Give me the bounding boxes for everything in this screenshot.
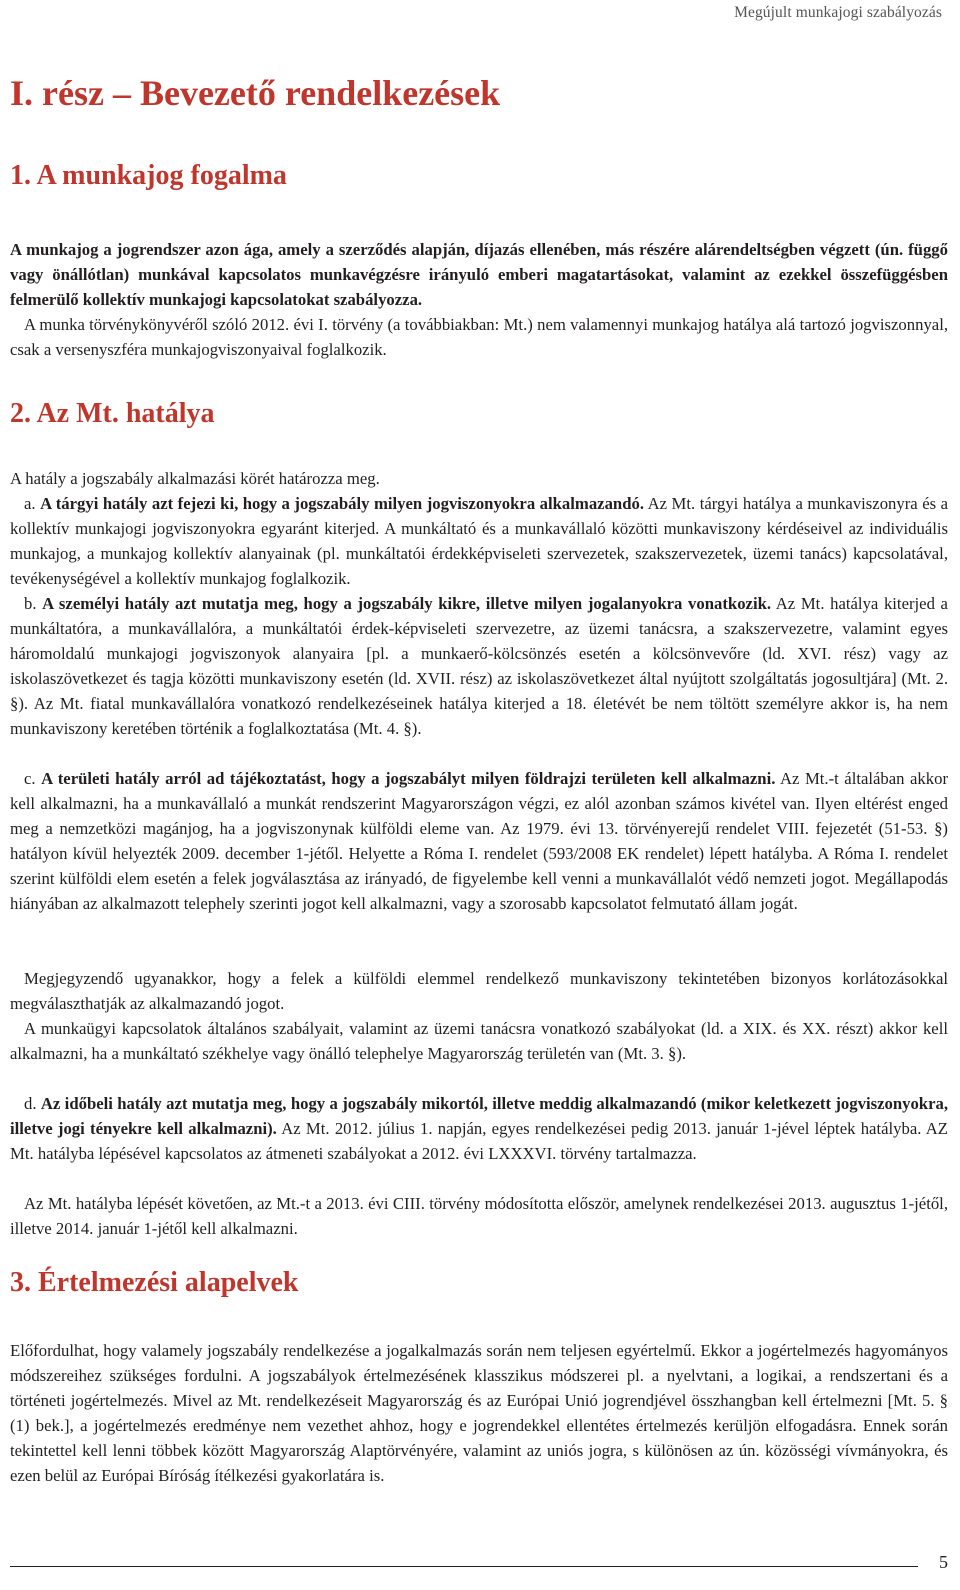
amendment-paragraph: Az Mt. hatályba lépését követően, az Mt.-t a 2013. évi CIII. törvény módosította először, amelynek rendelkezései 2013. augusztus 1-jétől, illetve 2014. január 1-jétől kell alkalmazni. <box>10 1194 948 1238</box>
item-c-text: Az Mt.-t általában akkor kell alkalmazni, ha a munkavállaló a munkát rendszerint Magyarországon végzi, ez alól azonban számos kivétel van. Ilyen eltérést enged meg a nemzetközi magánjog, ha a jogviszonynak külföldi eleme van. Az 1979. évi 13. törvényerejű rendelet VIII. fejezetét (51-53. §) hatályon kívül helyezték 2009. december 1-jétől. Helyette a Róma I. rendelet (593/2008 EK rendelet) lépett hatályba. A Róma I. rendelet szerint külföldi elem esetén a felek jogválasztása az irányadó, de figyelembe kell venni a munkavállalót védő nemzeti jogot. Megállapodás hiányában az alkalmazott telephely szerinti jogot kell alkalmazni, vagy a szorosabb kapcsolatot felmutató állam jogát. <box>10 769 949 913</box>
item-c-label: c. <box>24 769 36 788</box>
interpretation-paragraph: Előfordulhat, hogy valamely jogszabály rendelkezése a jogalkalmazás során nem teljesen egyértelmű. Ekkor a jogértelmezés hagyományos módszereihez szükséges fordulni. A jogszabályok értelmezésének klasszikus módszerei pl. a nyelvtani, a logikai, a rendszertani és a történeti jogértelmezés. Mivel az Mt. rendelkezéseit Magyarország és az Európai Unió jogrendjével összhangban kell értelmezni [Mt. 5. § (1) bek.], a jogértelmezés eredménye nem vezethet ahhoz, hogy e jogrendekkel ellentétes értelmezés kerüljön elfogadásra. Ennek során tekintettel kell lenni többek között Magyarország Alaptörvényére, valamint az uniós jogra, s különösen az ún. közösségi vívmányokra, és ezen belül az Európai Bíróság ítélkezési gyakorlatára is. <box>10 1341 948 1485</box>
territorial-note-paragraph: Megjegyzendő ugyanakkor, hogy a felek a külföldi elemmel rendelkező munkaviszony tekintetében bizonyos korlátozásokkal megválaszthatják az alkalmazandó jogot. <box>10 969 948 1013</box>
territorial-scope-paragraph <box>10 766 948 916</box>
definition-paragraph <box>10 237 948 312</box>
item-b-heading: A személyi hatály azt mutatja meg, hogy a jogszabály kikre, illetve milyen jogalanyokra vonatkozik. <box>42 594 772 613</box>
subject-scope-paragraph <box>10 491 948 591</box>
part-title: I. rész – Bevezető rendelkezések <box>10 73 501 113</box>
labour-relations-paragraph: A munkaügyi kapcsolatok általános szabályait, valamint az üzemi tanácsra vonatkozó szabályokat (ld. a XIX. és XX. részt) akkor kell alkalmazni, ha a munkáltató székhelye vagy önálló telephelye Magyarország területén van (Mt. 3. §). <box>10 1019 948 1063</box>
footer-rule <box>10 1566 918 1567</box>
item-a-label: a. <box>24 494 36 513</box>
section-1-title: 1. A munkajog fogalma <box>10 160 287 191</box>
item-b-text: Az Mt. hatálya kiterjed a munkáltatóra, a munkavállalóra, a munkáltatói érdek-képviseleti szervezetre, az üzemi tanácsra, a szakszervezetre, valamint egyes háromoldalú munkajogi jogviszonyok alanyaira [pl. a munkaerő-kölcsönzés esetén a kölcsönvevőre (ld. XVI. rész) vagy az iskolaszövetkezet és tagja közötti munkaviszony esetén (ld. XVII. rész) az iskolaszövetkezet által nyújtott szolgáltatás jogosultjára] (Mt. 2. §). Az Mt. fiatal munkavállalóra vonatkozó rendelkezéseinek hatálya kiterjed a 18. életévét be nem töltött személyre akkor is, ha nem munkaviszony keretében történik a foglalkoztatása (Mt. 4. §). <box>10 594 948 738</box>
page-number: 5 <box>939 1552 948 1572</box>
section-2-title: 2. Az Mt. hatálya <box>10 398 215 429</box>
definition-text: A munkajog a jogrendszer azon ága, amely a szerződés alapján, díjazás ellenében, más részére alárendeltségben végzett (ún. függő vagy önállótlan) munkával kapcsolatos munkavégzésre irányuló emberi magatartásokat, valamint az ezekkel összefüggésben felmerülő kollektív munkajogi kapcsolatokat szabályozza. <box>10 240 948 309</box>
scope-intro: A hatály a jogszabály alkalmazási körét határozza meg. <box>10 469 380 488</box>
section-3-title: 3. Értelmezési alapelvek <box>10 1267 299 1298</box>
item-c-heading: A területi hatály arról ad tájékoztatást, hogy a jogszabályt milyen földrajzi területen kell alkalmazni. <box>41 769 776 788</box>
item-a-text: Az Mt. tárgyi hatálya a munkaviszonyra és a kollektív munkajogi jogviszonyokra egyaránt kiterjed. A munkáltató és a munkavállaló közötti munkaviszony kérdéseivel az individuális munkajog, a munkajog kollektív alanyainak (pl. munkáltatói érdekképviseleti szervezetek, szakszervezetek, üzemi tanács) kapcsolatával, tevékenységével a kollektív munkajog foglalkozik. <box>10 494 949 588</box>
item-d-heading: Az időbeli hatály azt mutatja meg, hogy a jogszabály mikortól, illetve meddig alkalmazandó (mikor keletkezett jogviszonyokra, illetve jogi tényekre kell alkalmazni). <box>10 1094 948 1138</box>
personal-scope-paragraph <box>10 591 948 741</box>
mt-scope-paragraph: A munka törvénykönyvéről szóló 2012. évi I. törvény (a továbbiakban: Mt.) nem valamennyi munkajog hatálya alá tartozó jogviszonnyal, csak a versenyszféra munkajogviszonyaival foglalkozik. <box>10 315 948 359</box>
running-header: Megújult munkajogi szabályozás <box>734 4 942 21</box>
item-a-heading: A tárgyi hatály azt fejezi ki, hogy a jogszabály milyen jogviszonyokra alkalmazandó. <box>40 494 644 513</box>
item-b-label: b. <box>24 594 37 613</box>
item-d-text: Az Mt. 2012. július 1. napján, egyes rendelkezései pedig 2013. január 1-jével léptek hatályba. AZ Mt. hatályba lépésével kapcsolatos az átmeneti szabályokat a 2012. évi LXXXVI. törvény tartalmazza. <box>10 1119 948 1163</box>
item-d-label: d. <box>24 1094 37 1113</box>
temporal-scope-paragraph <box>10 1091 948 1166</box>
